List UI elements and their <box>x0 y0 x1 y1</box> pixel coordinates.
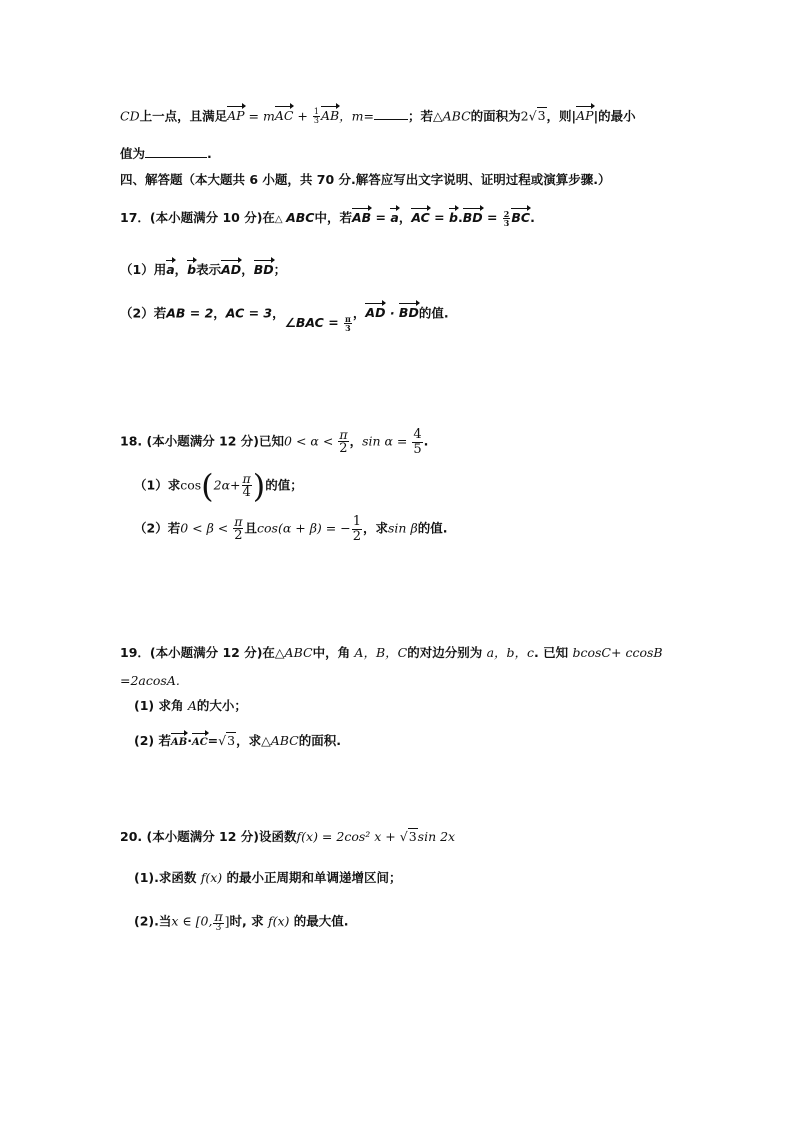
comma: ， <box>349 433 363 449</box>
text-seg: 的值. <box>418 305 449 321</box>
sin-beta: sin β <box>388 520 418 536</box>
function-fx: f(x) <box>200 870 223 885</box>
q18-part-2 <box>134 515 447 543</box>
m-eq: ，m= <box>339 108 374 124</box>
fraction-pi-2 <box>233 515 243 543</box>
vector-bd: BD <box>462 210 483 225</box>
sides-abc: a，b，c <box>486 645 535 660</box>
frac-den: 4 <box>242 485 251 501</box>
text-seg: (2) 若 <box>134 733 171 748</box>
frac-num: π <box>345 314 351 324</box>
frac-num: 2 <box>503 208 510 219</box>
vector-ac: AC <box>192 735 208 751</box>
vector-bc: BC <box>511 210 531 225</box>
text-seg: 的大小； <box>196 698 247 713</box>
section-title <box>120 172 611 188</box>
alpha-range: 0 < α < <box>284 433 338 449</box>
vector-ad: AD <box>365 305 386 321</box>
frac-den: 3 <box>503 218 510 228</box>
text-seg: |的最小 <box>593 108 636 124</box>
frac-num: 4 <box>413 427 422 442</box>
frac-num: π <box>234 514 243 530</box>
triangle-abc: ABC <box>286 210 315 225</box>
vector-ap: AP <box>227 108 245 124</box>
sin-alpha: sin α = <box>362 433 412 449</box>
vector-ad: AD <box>221 262 242 277</box>
q20-head: 20. (本小题满分 12 分)设函数 <box>120 829 297 844</box>
q20-part-1 <box>134 870 402 886</box>
frac-num: 1 <box>352 514 361 529</box>
comma: ， <box>272 305 285 321</box>
sqrt-three: √3 <box>528 108 546 124</box>
eq-m: = m <box>244 108 275 124</box>
triangle-abc: ABC <box>270 733 299 748</box>
beta-range: 0 < β < <box>180 520 233 536</box>
eq: = <box>429 210 449 225</box>
q18-stem <box>120 428 428 456</box>
ac-value: AC = 3 <box>225 305 273 321</box>
comma: ， <box>241 262 254 277</box>
left-paren: ( <box>201 467 214 505</box>
fraction-4-5 <box>412 428 422 456</box>
vector-ab: AB <box>352 210 372 225</box>
section-heading: 四、解答题（本大题共 6 小题，共 70 分.解答应写出文字说明、证明过程或演算步骤.） <box>120 172 611 187</box>
text-seg: （2）若 <box>134 520 181 536</box>
eq: = <box>207 733 219 748</box>
text-seg: （1）用 <box>120 262 167 277</box>
dot-product: · <box>385 305 399 321</box>
equation-left: bcosC+ ccosB <box>572 645 663 660</box>
comma: ， <box>352 305 366 321</box>
q18-head: 18. (本小题满分 12 分)已知 <box>120 433 285 449</box>
text-seg: 的最小正周期和单调递增区间； <box>222 870 402 885</box>
sin-2x: sin 2x <box>417 829 456 844</box>
text-seg: （1）求 <box>134 477 181 493</box>
comma: ， <box>398 210 412 225</box>
q19-stem-1 <box>120 645 663 661</box>
text-seg: 的面积为 <box>470 108 521 124</box>
text-seg: (1).求函数 <box>134 870 201 885</box>
frac-den: 2 <box>234 528 243 544</box>
text-seg: 时, 求 <box>229 913 268 929</box>
q17-part-1 <box>120 262 286 278</box>
frac-num: π <box>214 909 223 924</box>
fraction-1-2 <box>352 515 362 543</box>
period: . <box>530 210 535 225</box>
angle-bac: ∠BAC = <box>284 315 344 331</box>
fraction-two-thirds <box>503 210 511 228</box>
frac-den: 2 <box>352 528 361 544</box>
text-seg: 的值. <box>417 520 448 536</box>
equation-right: =2acosA. <box>120 673 180 688</box>
text-seg: 的值； <box>265 477 303 493</box>
angle-a: A <box>187 698 197 713</box>
vector-bd: BD <box>253 262 274 277</box>
answer-blank-min[interactable] <box>145 146 207 158</box>
text-seg: 上一点，且满足 <box>139 108 228 124</box>
comma: ， <box>213 305 226 321</box>
frac-den: 3 <box>313 116 319 126</box>
text-seg: ，则| <box>546 108 577 124</box>
triangle-abc: ABC <box>284 645 313 660</box>
coef-two: 2 <box>520 108 529 124</box>
period: . <box>423 433 429 449</box>
vector-ac: AC <box>411 210 430 225</box>
vector-ap-2: AP <box>576 108 594 124</box>
domain-start: x ∈ [0, <box>171 913 213 929</box>
q19-part-2 <box>134 733 341 751</box>
frac-den: 2 <box>339 441 348 457</box>
vector-a: a <box>390 210 399 225</box>
radicand: 3 <box>227 733 236 748</box>
q17-head: 17．(本小题满分 10 分)在 <box>120 210 275 225</box>
text-seg: ；若△ <box>408 108 443 124</box>
cos-fn: cos <box>180 477 202 493</box>
semicolon: ； <box>273 262 287 277</box>
fraction-pi-2 <box>338 428 348 456</box>
radicand: 3 <box>408 829 417 844</box>
text-seg: 的对边分别为 <box>407 645 487 660</box>
text-seg: 的最大值. <box>289 913 349 929</box>
frac-den: 5 <box>413 441 422 457</box>
eq: = <box>371 210 391 225</box>
angles-abc: A，B，C <box>354 645 408 660</box>
q19-part-1 <box>134 698 247 714</box>
fraction-one-third <box>313 108 320 126</box>
frac-den: 3 <box>345 323 351 334</box>
dot-product: · <box>187 733 192 748</box>
q20-stem <box>120 829 455 845</box>
vector-b: b <box>187 262 197 277</box>
frac-num: 1 <box>313 107 319 116</box>
fraction-pi-3 <box>344 315 352 333</box>
text-seg: ，求 <box>363 520 389 536</box>
q18-part-1 <box>134 467 303 505</box>
text-seg: 且 <box>244 520 258 536</box>
triangle-abc: ABC <box>442 108 471 124</box>
text-seg: . 已知 <box>534 645 573 660</box>
text-seg: 值为 <box>120 146 146 161</box>
fraction-pi-3 <box>213 910 223 934</box>
q20-part-2 <box>134 910 349 934</box>
text-seg: 中，若 <box>314 210 352 225</box>
frac-num: π <box>242 471 251 487</box>
q19-head: 19．(本小题满分 12 分)在△ <box>120 645 285 660</box>
frac-den: 3 <box>215 923 222 934</box>
vector-a: a <box>166 262 175 277</box>
fraction-pi-4 <box>242 472 252 500</box>
text-seg: 的面积. <box>298 733 341 748</box>
text-seg: (2).当 <box>134 913 172 929</box>
intro-line-1 <box>120 108 636 126</box>
dot: . <box>457 210 463 225</box>
text-seg: 表示 <box>196 262 222 277</box>
vector-ac: AC <box>274 108 294 124</box>
vector-ab: AB <box>171 735 187 751</box>
q17-stem <box>120 200 535 228</box>
frac-num: π <box>339 427 348 443</box>
intro-line-2 <box>120 146 212 162</box>
triangle-symbol: △ <box>274 214 287 225</box>
vector-ab: AB <box>320 108 340 124</box>
answer-blank-m[interactable] <box>374 108 408 120</box>
right-paren: ) <box>252 467 266 505</box>
comma: ， <box>174 262 188 277</box>
vector-b: b <box>449 210 458 225</box>
bracket-close: ] <box>224 913 230 929</box>
radicand: 3 <box>537 108 546 124</box>
function-def: f(x) = 2cos² x + <box>296 829 400 844</box>
ab-value: AB = 2 <box>166 305 214 321</box>
text-seg: （2）若 <box>120 305 167 321</box>
eq: = <box>482 210 502 225</box>
sqrt-three: √3 <box>399 829 417 844</box>
q19-stem-2 <box>120 673 180 689</box>
cos-alpha-beta: cos(α + β) = − <box>257 520 351 536</box>
text-seg: ，求△ <box>236 733 271 748</box>
seg-cd: CD <box>120 108 140 124</box>
plus-sign: + <box>293 108 312 124</box>
sqrt-three: √3 <box>218 733 236 748</box>
text-seg: 中，角 <box>312 645 355 660</box>
text-seg: . <box>207 146 212 161</box>
two-alpha-plus: 2α+ <box>213 477 241 493</box>
function-fx: f(x) <box>268 913 290 929</box>
text-seg: (1) 求角 <box>134 698 188 713</box>
vector-bd: BD <box>398 305 419 321</box>
q17-part-2 <box>120 305 449 334</box>
